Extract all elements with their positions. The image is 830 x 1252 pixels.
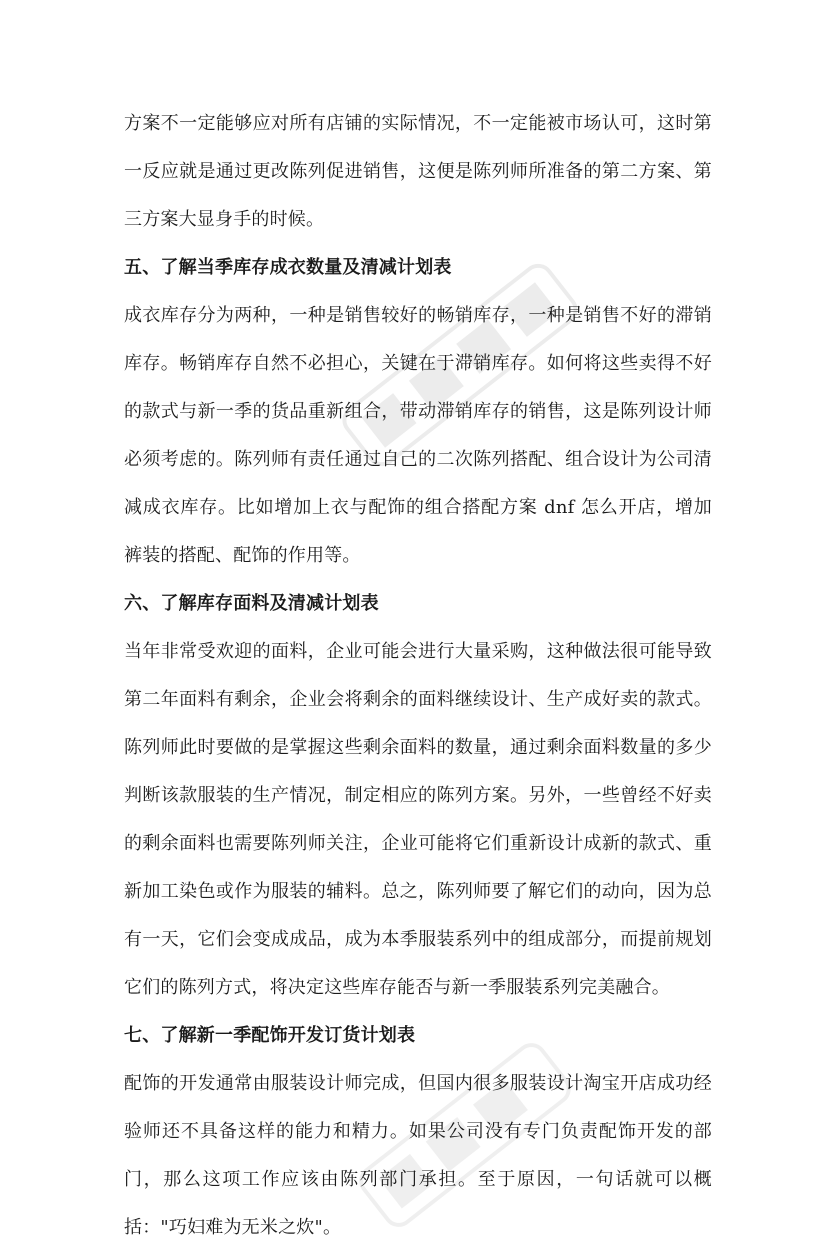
paragraph-intro-continuation: 方案不一定能够应对所有店铺的实际情况，不一定能被市场认可，这时第一反应就是通过更改陈列促进销售，这便是陈列师所准备的第二方案、第三方案大显身手的时候。 bbox=[124, 113, 712, 230]
section-heading-6: 六、了解库存面料及清减计划表 bbox=[124, 593, 379, 614]
paragraph-section-5: 成衣库存分为两种，一种是销售较好的畅销库存，一种是销售不好的滞销库存。畅销库存自然不必担心，关键在于滞销库存。如何将这些卖得不好的款式与新一季的货品重新组合，带动滞销库存的销售，这是陈列设计师必须考虑的。陈列师有责任通过自己的二次陈列搭配、组合设计为公司清减成衣库存。比如增加上衣与配饰的组合搭配方案 dnf 怎么开店，增加裤装的搭配、配饰的作用等。 bbox=[124, 305, 712, 566]
paragraph-section-7: 配饰的开发通常由服装设计师完成，但国内很多服装设计淘宝开店成功经验师还不具备这样的能力和精力。如果公司没有专门负责配饰开发的部门，那么这项工作应该由陈列部门承担。至于原因，一句话就可以概括："巧妇难为无米之炊"。 bbox=[124, 1073, 712, 1238]
paragraph-section-6: 当年非常受欢迎的面料，企业可能会进行大量采购，这种做法很可能导致第二年面料有剩余，企业会将剩余的面料继续设计、生产成好卖的款式。陈列师此时要做的是掌握这些剩余面料的数量，通过剩余面料数量的多少判断该款服装的生产情况，制定相应的陈列方案。另外，一些曾经不好卖的剩余面料也需要陈列师关注，企业可能将它们重新设计成新的款式、重新加工染色或作为服装的辅料。总之，陈列师要了解它们的动向，因为总有一天，它们会变成成品，成为本季服装系列中的组成部分，而提前规划它们的陈列方式，将决定这些库存能否与新一季服装系列完美融合。 bbox=[124, 641, 712, 998]
document-body bbox=[124, 100, 712, 1252]
section-heading-5: 五、了解当季库存成衣数量及清减计划表 bbox=[124, 257, 452, 278]
section-heading-7: 七、了解新一季配饰开发订货计划表 bbox=[124, 1025, 416, 1046]
